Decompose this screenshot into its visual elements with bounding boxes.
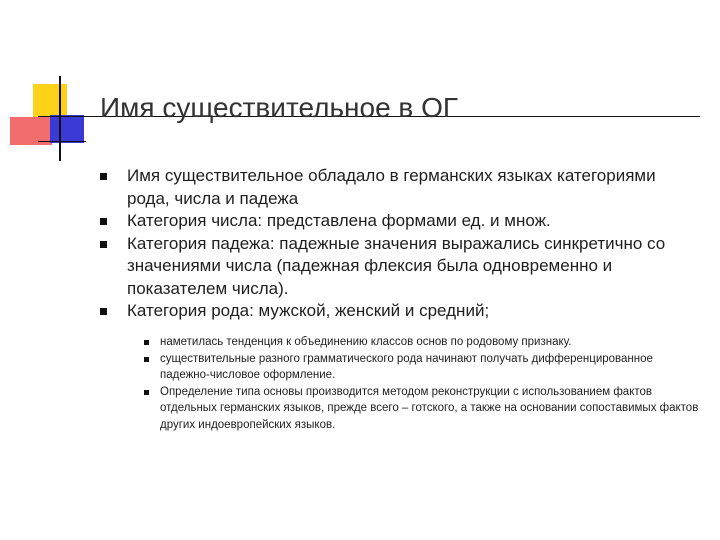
logo-blue-square [50, 115, 84, 143]
slide-title: Имя существительное в ОГ [100, 92, 459, 123]
bullet-text: Категория рода: мужской, женский и средний; [127, 301, 490, 320]
sub-bullet-item [140, 351, 705, 384]
square-bullet-icon [144, 357, 149, 362]
sub-bullet-text: наметилась тенденция к объединению классов основ по родовому признаку. [160, 336, 572, 348]
bullet-item [92, 233, 702, 301]
square-bullet-icon [144, 390, 149, 395]
bullet-item [92, 300, 702, 323]
sub-bullet-text: Определение типа основы производится методом реконструкции с использованием фактов отдельных германских языков, прежде всего – готского, а также на основании сопоставимых фактов других индоевропейских языков. [160, 385, 699, 431]
sub-bullet-list [140, 334, 705, 433]
bullet-item [92, 165, 702, 210]
sub-bullet-item [140, 334, 705, 351]
bullet-text: Категория числа: представлена формами ед. и множ. [127, 211, 551, 230]
square-bullet-icon [100, 173, 107, 180]
square-bullet-icon [100, 218, 107, 225]
square-bullet-icon [100, 241, 107, 248]
logo-vertical-line [59, 76, 61, 161]
logo-yellow-square [33, 84, 67, 118]
sub-bullet-item [140, 384, 705, 434]
sub-bullet-text: существительные разного грамматического рода начинают получать дифференцированное падежно-числовое оформление. [160, 352, 653, 381]
bullet-text: Имя существительное обладало в германских языках категориями рода, числа и падежа [127, 166, 656, 208]
bullet-item [92, 210, 702, 233]
square-bullet-icon [144, 340, 149, 345]
bullet-list [92, 165, 702, 323]
logo-horizontal-line [38, 141, 86, 142]
square-bullet-icon [100, 308, 107, 315]
bullet-text: Категория падежа: падежные значения выражались синкретично со значениями числа (падежная флексия была одновременно и показателем числа). [127, 233, 666, 298]
